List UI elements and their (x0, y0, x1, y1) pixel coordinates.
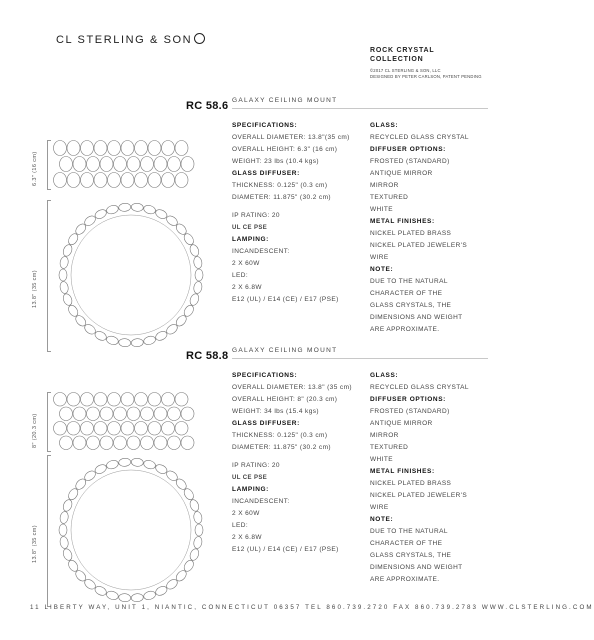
glass-diffuser-heading: GLASS DIFFUSER: (232, 170, 300, 177)
spec-line: OVERALL DIAMETER: 13.8"(35 cm) (232, 134, 350, 141)
section-divider (232, 358, 488, 359)
spec-line: NICKEL PLATED JEWELER'S (370, 492, 468, 499)
spec-line: TEXTURED (370, 194, 409, 201)
spec-line: DIAMETER: 11.875" (30.2 cm) (232, 194, 331, 201)
lamping-heading: LAMPING: (232, 236, 269, 243)
note-heading: NOTE: (370, 516, 394, 523)
product-code: RC 58.8 (186, 350, 229, 362)
spec-line: ANTIQUE MIRROR (370, 420, 433, 427)
spec-line: E12 (UL) / E14 (CE) / E17 (PSE) (232, 546, 339, 553)
glass-heading: GLASS: (370, 372, 399, 379)
spec-line: CHARACTER OF THE (370, 540, 443, 547)
spec-line: THICKNESS: 0.125" (0.3 cm) (232, 432, 328, 439)
brand-logo (56, 33, 205, 46)
width-dimension-label: 13.8" (35 cm) (32, 269, 38, 308)
spec-line: WEIGHT: 34 lbs (15.4 kgs) (232, 408, 319, 415)
spec-line: ARE APPROXIMATE. (370, 576, 440, 583)
height-dimension-bracket (47, 140, 51, 190)
spec-line: E12 (UL) / E14 (CE) / E17 (PSE) (232, 296, 339, 303)
product-name: GALAXY CEILING MOUNT (232, 347, 338, 354)
ring-logo-icon (194, 33, 205, 44)
spec-line: OVERALL HEIGHT: 8" (20.3 cm) (232, 396, 338, 403)
spec-line: GLASS CRYSTALS, THE (370, 302, 452, 309)
spec-line: FROSTED (STANDARD) (370, 158, 450, 165)
spec-line: 2 X 60W (232, 510, 260, 517)
width-dimension-bracket (47, 455, 51, 607)
top-view-drawing (56, 200, 206, 350)
metal-finishes-heading: METAL FINISHES: (370, 468, 435, 475)
spec-line: DIAMETER: 11.875" (30.2 cm) (232, 444, 331, 451)
spec-line: LED: (232, 522, 249, 529)
collection-title (370, 46, 434, 64)
spec-line: 2 X 6.8W (232, 284, 262, 291)
spec-line: 2 X 60W (232, 260, 260, 267)
spec-line: NICKEL PLATED BRASS (370, 480, 452, 487)
height-dimension-label: 6.3" (16 cm) (32, 151, 38, 186)
diffuser-options-heading: DIFFUSER OPTIONS: (370, 146, 446, 153)
copyright-block (370, 68, 482, 80)
width-dimension-bracket (47, 200, 51, 352)
height-dimension-label: 8" (20.3 cm) (32, 413, 38, 448)
spec-line: WHITE (370, 456, 393, 463)
spec-line: 2 X 6.8W (232, 534, 262, 541)
product-code: RC 58.6 (186, 100, 229, 112)
spec-line: WHITE (370, 206, 393, 213)
spec-line: TEXTURED (370, 444, 409, 451)
spec-column-left (232, 370, 352, 556)
specifications-heading: SPECIFICATIONS: (232, 122, 298, 129)
glass-diffuser-heading: GLASS DIFFUSER: (232, 420, 300, 427)
certification-marks: UL CE PSE (232, 475, 268, 481)
spec-line: DIMENSIONS AND WEIGHT (370, 564, 463, 571)
specifications-heading: SPECIFICATIONS: (232, 372, 298, 379)
spec-line: NICKEL PLATED JEWELER'S (370, 242, 468, 249)
spec-line: THICKNESS: 0.125" (0.3 cm) (232, 182, 328, 189)
copyright-line-1: ©2017 CL STERLING & SON, LLC (370, 68, 441, 73)
collection-line-1: ROCK CRYSTAL (370, 47, 435, 54)
side-view-drawing (52, 140, 202, 188)
spec-line: OVERALL DIAMETER: 13.8" (35 cm) (232, 384, 352, 391)
spec-line: DUE TO THE NATURAL (370, 278, 448, 285)
lamping-heading: LAMPING: (232, 486, 269, 493)
side-view-drawing (52, 392, 202, 450)
certification-icons (232, 222, 350, 234)
spec-line: WIRE (370, 504, 389, 511)
spec-column-left (232, 120, 350, 306)
spec-line: DUE TO THE NATURAL (370, 528, 448, 535)
diffuser-options-heading: DIFFUSER OPTIONS: (370, 396, 446, 403)
copyright-line-2: DESIGNED BY PETER CARLSON, PATENT PENDING (370, 74, 482, 79)
spec-line: FROSTED (STANDARD) (370, 408, 450, 415)
spec-line: LED: (232, 272, 249, 279)
spec-line: OVERALL HEIGHT: 6.3" (16 cm) (232, 146, 338, 153)
section-divider (232, 108, 488, 109)
brand-name: CL STERLING & SON (56, 34, 193, 46)
spec-line: INCANDESCENT: (232, 248, 290, 255)
ip-rating: IP RATING: 20 (232, 462, 280, 469)
spec-line: ARE APPROXIMATE. (370, 326, 440, 333)
height-dimension-bracket (47, 392, 51, 452)
certification-marks: UL CE PSE (232, 225, 268, 231)
spec-line: RECYCLED GLASS CRYSTAL (370, 134, 469, 141)
product-name: GALAXY CEILING MOUNT (232, 97, 338, 104)
spec-line: DIMENSIONS AND WEIGHT (370, 314, 463, 321)
note-heading: NOTE: (370, 266, 394, 273)
glass-heading: GLASS: (370, 122, 399, 129)
footer-address: 11 LIBERTY WAY, UNIT 1, NIANTIC, CONNECTICUT 06357 TEL 860.739.2720 FAX 860.739.2783 WWW.CLSTERLING.COM (30, 604, 594, 611)
width-dimension-label: 13.8" (35 cm) (32, 524, 38, 563)
spec-line: INCANDESCENT: (232, 498, 290, 505)
spec-line: ANTIQUE MIRROR (370, 170, 433, 177)
spec-line: RECYCLED GLASS CRYSTAL (370, 384, 469, 391)
spec-line: MIRROR (370, 182, 399, 189)
spec-line: MIRROR (370, 432, 399, 439)
spec-line: CHARACTER OF THE (370, 290, 443, 297)
certification-icons (232, 472, 352, 484)
spec-column-right (370, 120, 469, 336)
collection-line-2: COLLECTION (370, 56, 424, 63)
spec-column-right (370, 370, 469, 586)
spec-line: WEIGHT: 23 lbs (10.4 kgs) (232, 158, 319, 165)
spec-line: NICKEL PLATED BRASS (370, 230, 452, 237)
top-view-drawing (56, 455, 206, 605)
spec-line: WIRE (370, 254, 389, 261)
metal-finishes-heading: METAL FINISHES: (370, 218, 435, 225)
ip-rating: IP RATING: 20 (232, 212, 280, 219)
spec-line: GLASS CRYSTALS, THE (370, 552, 452, 559)
